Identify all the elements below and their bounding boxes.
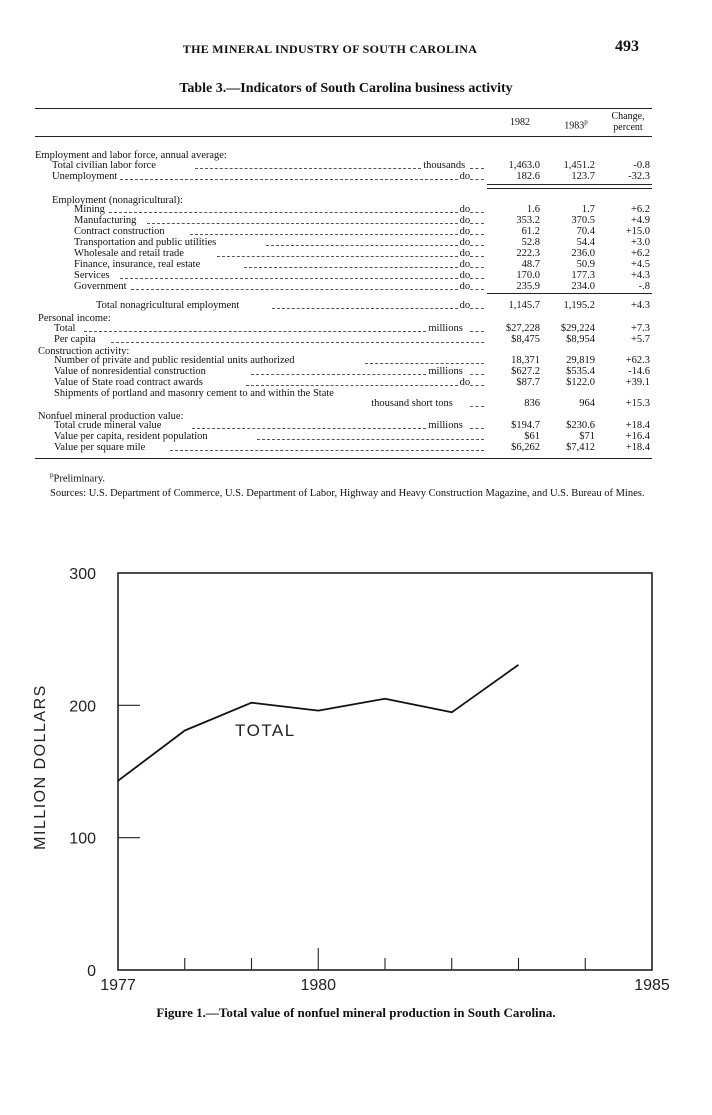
dot-leader (470, 308, 484, 309)
value-cell: 29,819 (566, 355, 595, 366)
value-cell: 1.7 (581, 204, 595, 215)
row-label: Number of private and public residential units authorized (54, 355, 295, 366)
value-cell: 964 (579, 398, 595, 409)
value-cell: $122.0 (566, 377, 595, 388)
value-cell: 353.2 (516, 215, 540, 226)
dot-leader (246, 385, 458, 386)
table-header-rule (35, 136, 652, 137)
row-label: Contract construction (74, 226, 165, 237)
value-cell: $230.6 (566, 420, 595, 431)
page-number: 493 (615, 38, 639, 55)
value-cell: $8,475 (511, 334, 540, 345)
row-label: Unemployment (52, 171, 118, 182)
table-row (0, 171, 712, 182)
value-cell: 54.4 (576, 237, 595, 248)
dot-leader (470, 278, 484, 279)
series-line-total (118, 665, 519, 781)
dot-leader (470, 234, 484, 235)
row-unit: thousands (423, 160, 466, 171)
row-unit: do (459, 248, 471, 259)
dot-leader (120, 179, 458, 180)
table-row (0, 160, 712, 171)
value-cell: 18,371 (511, 355, 540, 366)
row-unit: do (459, 377, 471, 388)
value-cell: 123.7 (571, 171, 595, 182)
dot-leader (217, 256, 457, 257)
change-cell: +3.0 (630, 237, 650, 248)
table-row (0, 237, 712, 248)
value-cell: $7,412 (566, 442, 595, 453)
change-cell: +62.3 (625, 355, 650, 366)
change-cell: -.8 (638, 281, 650, 292)
value-cell: 182.6 (516, 171, 540, 182)
dot-leader (470, 212, 484, 213)
row-label: Mining (74, 204, 105, 215)
value-cell: 1,145.7 (508, 300, 540, 311)
dot-leader (109, 212, 457, 213)
y-tick-label: 300 (69, 566, 96, 583)
change-cell: +6.2 (630, 248, 650, 259)
row-unit: do (459, 281, 471, 292)
value-cell: 836 (524, 398, 540, 409)
row-unit: millions (428, 366, 463, 377)
table-row (0, 226, 712, 237)
row-unit: do (459, 270, 471, 281)
x-tick-label: 1977 (100, 977, 136, 994)
table-bottom-rule (35, 458, 652, 459)
row-label: Employment and labor force, annual average: (35, 150, 227, 161)
row-label: Value per capita, resident population (54, 431, 208, 442)
dot-leader (470, 179, 484, 180)
value-cell: 48.7 (521, 259, 540, 270)
value-cell: 1,195.2 (563, 300, 595, 311)
dot-leader (470, 406, 484, 407)
value-cell: 52.8 (521, 237, 540, 248)
table-row (0, 259, 712, 270)
footnote: $^p$Preliminary. (50, 471, 106, 485)
table-top-rule (35, 108, 652, 109)
value-cell: 1.6 (526, 204, 540, 215)
change-cell: +18.4 (625, 442, 650, 453)
value-cell: 222.3 (516, 248, 540, 259)
table-row (0, 215, 712, 226)
value-cell: 1,463.0 (508, 160, 540, 171)
change-cell: +4.3 (630, 300, 650, 311)
dot-leader (111, 342, 484, 343)
dot-leader (470, 374, 484, 375)
value-cell: $87.7 (516, 377, 540, 388)
value-cell: $627.2 (511, 366, 540, 377)
row-unit: do (459, 215, 471, 226)
row-unit: do (459, 171, 471, 182)
value-cell: 235.9 (516, 281, 540, 292)
change-cell: +5.7 (630, 334, 650, 345)
dot-leader (470, 428, 484, 429)
row-label: Wholesale and retail trade (74, 248, 184, 259)
change-cell: -32.3 (628, 171, 650, 182)
dot-leader (147, 223, 457, 224)
row-label: Personal income: (38, 313, 111, 324)
value-cell: 70.4 (576, 226, 595, 237)
table-row (0, 204, 712, 215)
row-label: Total civilian labor force (52, 160, 156, 171)
subtotal-rule (487, 293, 652, 294)
dot-leader (257, 439, 484, 440)
value-cell: 177.3 (571, 270, 595, 281)
series-annotation: TOTAL (235, 721, 296, 740)
row-label: Shipments of portland and masonry cement to and within the State (54, 388, 334, 399)
double-rule (487, 184, 652, 189)
row-label: Transportation and public utilities (74, 237, 217, 248)
sources-note: Sources: U.S. Department of Commerce, U.S. Department of Labor, Highway and Heavy Construction Magazine, and U.S. Bureau of Mines. (50, 488, 645, 499)
value-cell: 236.0 (571, 248, 595, 259)
row-unit: do (459, 237, 471, 248)
table-row (0, 270, 712, 281)
dot-leader (272, 308, 458, 309)
change-cell: +39.1 (625, 377, 650, 388)
row-label: Total (54, 323, 76, 334)
value-cell: $61 (524, 431, 540, 442)
row-unit: millions (428, 323, 463, 334)
col-header-change: Change, percent (611, 111, 645, 133)
change-cell: +4.5 (630, 259, 650, 270)
y-tick-label: 0 (87, 963, 96, 980)
table-row (0, 300, 712, 311)
row-unit: do (459, 204, 471, 215)
value-cell: 170.0 (516, 270, 540, 281)
row-label: Value of State road contract awards (54, 377, 203, 388)
x-tick-label: 1985 (634, 977, 670, 994)
value-cell: $194.7 (511, 420, 540, 431)
table-row (0, 281, 712, 292)
row-label: Value per square mile (54, 442, 146, 453)
dot-leader (266, 245, 458, 246)
value-cell: 234.0 (571, 281, 595, 292)
y-tick-label: 100 (69, 830, 96, 848)
y-axis-label: MILLION DOLLARS (32, 684, 49, 850)
row-label: Construction activity: (38, 346, 130, 357)
row-label: Employment (nonagricultural): (52, 195, 183, 206)
dot-leader (190, 234, 457, 235)
row-unit: thousand short tons (371, 398, 453, 409)
row-label: Total nonagricultural employment (96, 300, 240, 311)
change-cell: -0.8 (633, 160, 650, 171)
table-row (0, 377, 712, 388)
table-row (0, 248, 712, 259)
row-label: Value of nonresidential construction (54, 366, 206, 377)
dot-leader (244, 267, 457, 268)
table-row (0, 431, 712, 442)
value-cell: $27,228 (505, 323, 540, 334)
table-row (0, 420, 712, 431)
plot-frame (118, 573, 652, 970)
y-tick-label: 200 (69, 698, 96, 716)
value-cell: 61.2 (521, 226, 540, 237)
dot-leader (470, 267, 484, 268)
value-cell: $29,224 (560, 323, 595, 334)
figure-caption: Figure 1.—Total value of nonfuel mineral production in South Carolina. (156, 1005, 556, 1020)
row-label: Total crude mineral value (54, 420, 162, 431)
change-cell: +4.9 (630, 215, 650, 226)
row-unit: do (459, 226, 471, 237)
table-row (0, 366, 712, 377)
row-label: Manufacturing (74, 215, 137, 226)
dot-leader (470, 331, 484, 332)
value-cell: 370.5 (571, 215, 595, 226)
row-unit: do (459, 259, 471, 270)
value-cell: 50.9 (576, 259, 595, 270)
dot-leader (120, 278, 457, 279)
value-cell: $6,262 (511, 442, 540, 453)
table-row (0, 398, 712, 409)
table-row (0, 323, 712, 334)
dot-leader (470, 223, 484, 224)
x-tick-label: 1980 (300, 977, 337, 994)
value-cell: $535.4 (566, 366, 595, 377)
change-cell: +15.3 (625, 398, 650, 409)
row-unit: do (459, 300, 471, 311)
row-label: Services (74, 270, 110, 281)
dot-leader (84, 331, 426, 332)
running-title: THE MINERAL INDUSTRY OF SOUTH CAROLINA (182, 42, 478, 56)
change-cell: +4.3 (630, 270, 650, 281)
change-cell: +15.0 (625, 226, 650, 237)
value-cell: $8,954 (566, 334, 595, 345)
dot-leader (470, 385, 484, 386)
value-cell: 1,451.2 (563, 160, 595, 171)
col-header-1982: 1982 (510, 117, 530, 128)
row-label: Nonfuel mineral production value: (38, 411, 184, 422)
row-label: Per capita (54, 334, 96, 345)
change-cell: +6.2 (630, 204, 650, 215)
change-cell: +7.3 (630, 323, 650, 334)
dot-leader (470, 289, 484, 290)
dot-leader (195, 168, 421, 169)
dot-leader (192, 428, 426, 429)
change-cell: -14.6 (628, 366, 650, 377)
dot-leader (470, 245, 484, 246)
dot-leader (470, 256, 484, 257)
dot-leader (365, 363, 484, 364)
dot-leader (131, 289, 458, 290)
change-cell: +18.4 (625, 420, 650, 431)
row-label: Government (74, 281, 127, 292)
line-chart (0, 555, 712, 995)
table-title: Table 3.—Indicators of South Carolina business activity (179, 81, 513, 96)
row-label: Finance, insurance, real estate (74, 259, 201, 270)
dot-leader (170, 450, 484, 451)
row-unit: millions (428, 420, 463, 431)
table-row (0, 334, 712, 345)
table-row (0, 355, 712, 366)
dot-leader (470, 168, 484, 169)
dot-leader (251, 374, 426, 375)
value-cell: $71 (579, 431, 595, 442)
col-header-1983: 1983$^p$ (564, 118, 588, 132)
table-row (0, 442, 712, 453)
change-cell: +16.4 (625, 431, 650, 442)
